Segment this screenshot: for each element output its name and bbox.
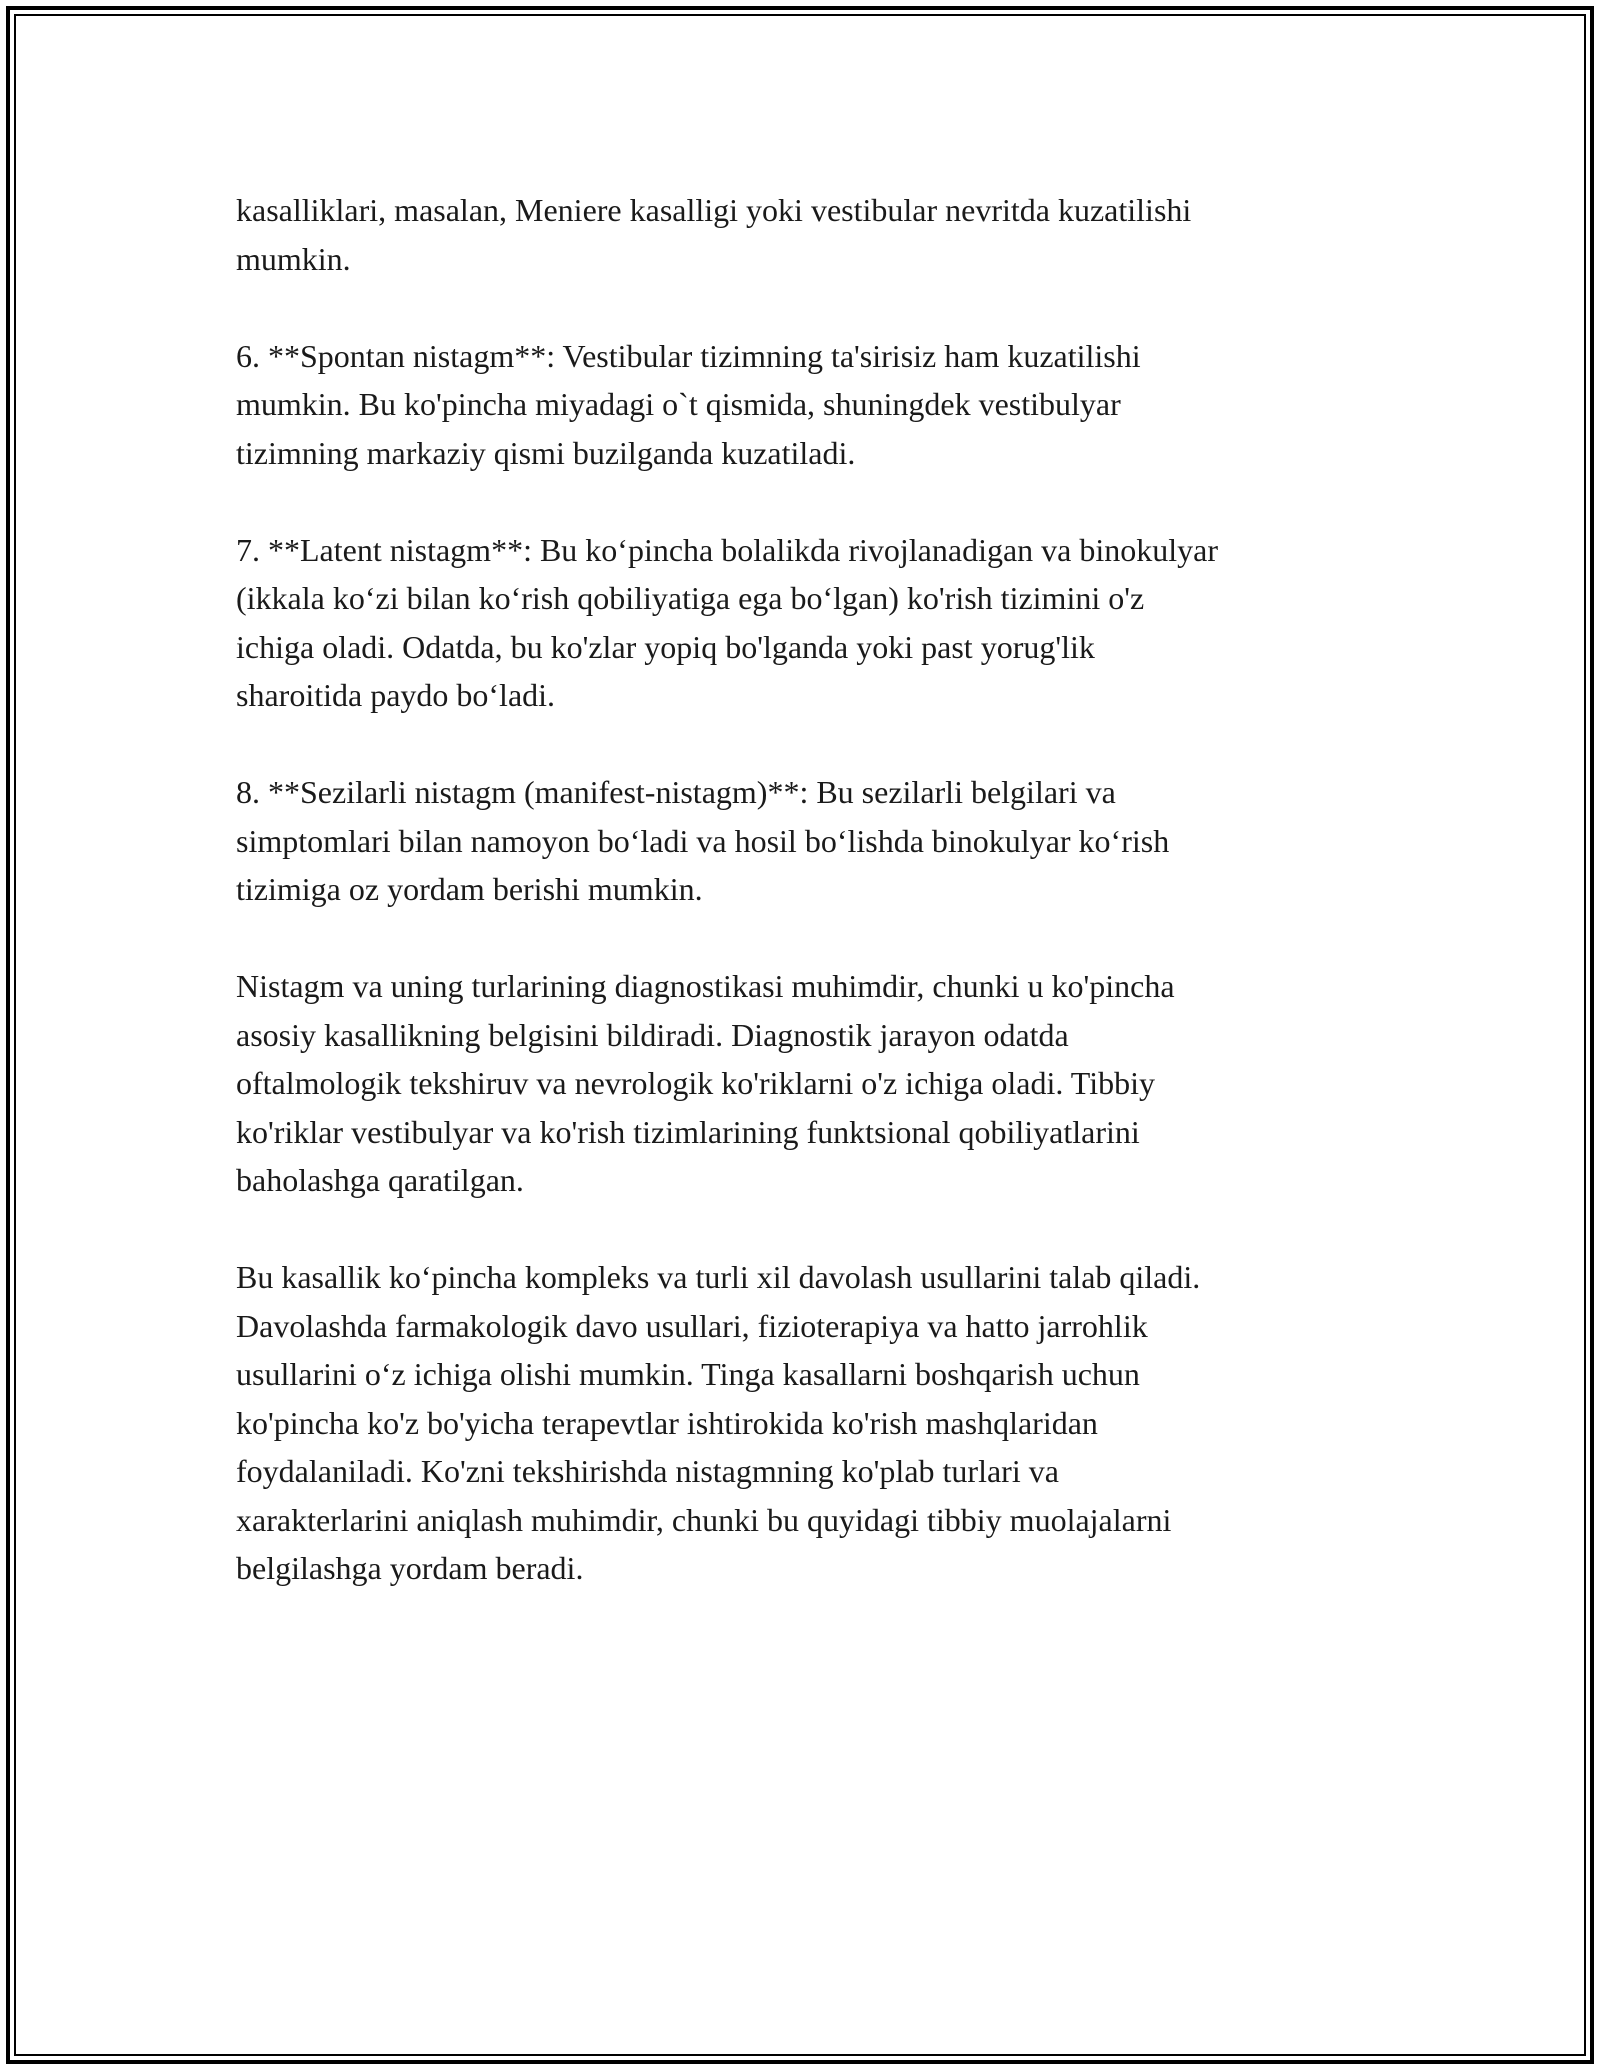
paragraph-latent-nistagm: 7. **Latent nistagm**: Bu ko‘pincha bolalikda rivojlanadigan va binokulyar (ikkala ko‘zi bilan ko‘rish qobiliyatiga ega bo‘lgan) ko'rish tizimini o'z ichiga oladi. Odatda, bu ko'zlar yopiq bo'lganda yoki past yorug'lik sharoitida paydo bo‘ladi. [236,531,1218,713]
paragraph-manifest-nistagm: 8. **Sezilarli nistagm (manifest-nistagm)**: Bu sezilarli belgilari va simptomlari bilan namoyon bo‘ladi va hosil bo‘lishda binokulyar ko‘rish tizimiga oz yordam berishi mumkin. [236,774,1170,907]
document-body [236,186,1376,1641]
paragraph-spontan-nistagm: 6. **Spontan nistagm**: Vestibular tizimning ta'sirisiz ham kuzatilishi mumkin. Bu ko'pincha miyadagi o`t qismida, shuningdek vestibulyar tizimning markaziy qismi buzilganda kuzatiladi. [236,337,1141,471]
paragraph-continuation: kasalliklari, masalan, Meniere kasalligi yoki vestibular nevritda kuzatilishi mumkin. [236,192,1192,277]
paragraph-diagnostics: Nistagm va uning turlarining diagnostikasi muhimdir, chunki u ko'pincha asosiy kasallikning belgisini bildiradi. Diagnostik jarayon odatda oftalmologik tekshiruv va nevrologik ko'riklarni o'z ichiga oladi. Tibbiy ko'riklar vestibulyar va ko'rish tizimlarining funktsional qobiliyatlarini baholashga qaratilgan. [236,968,1175,1198]
paragraph-treatment: Bu kasallik ko‘pincha kompleks va turli xil davolash usullarini talab qiladi. Davolashda farmakologik davo usullari, fizioterapiya va hatto jarrohlik usullarini o‘z ichiga olishi mumkin. Tinga kasallarni boshqarish uchun ko'pincha ko'z bo'yicha terapevtlar ishtirokida ko'rish mashqlaridan foydalaniladi. Ko'zni tekshirishda nistagmning ko'plab turlari va xarakterlarini aniqlash muhimdir, chunki bu quyidagi tibbiy muolajalarni belgilashga yordam beradi. [236,1259,1201,1586]
